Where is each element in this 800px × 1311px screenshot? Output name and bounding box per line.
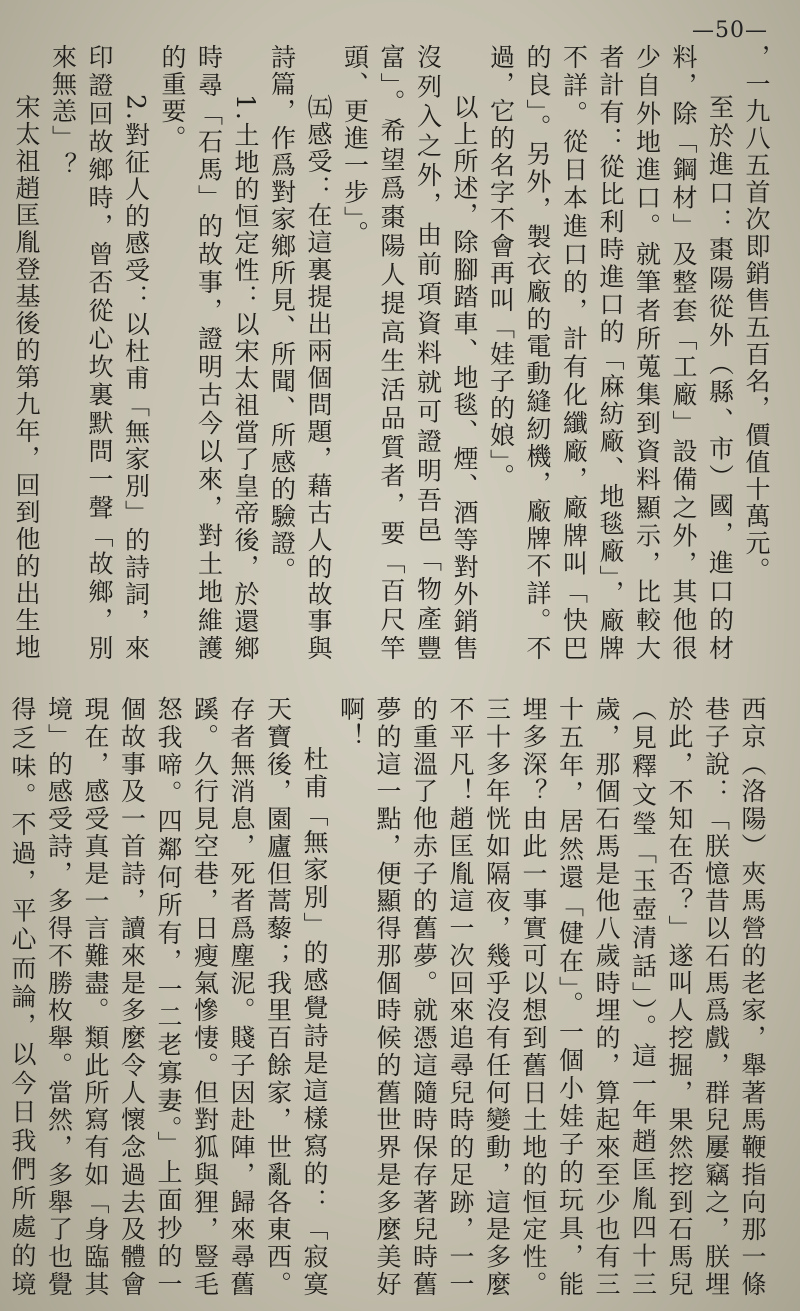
bottom-text-block [8,696,770,1298]
paragraph: 1.土地的恒定性：以宋太祖當了皇帝後，於還鄉時尋「石馬」的故事，證明古今以來，對土地維護的重要。 [158,44,260,662]
paragraph: 2.對征人的感受：以杜甫「無家別」的詩詞，來印證回故鄉時，曾否從心坎裏默問一聲「故鄉，別來無恙」？ [48,44,151,662]
paragraph: 西京（洛陽）夾馬營的老家，舉著馬鞭指向那一條巷子說：「朕憶昔以石馬爲戲，群兒屢竊之，朕埋於此，不知在否？」遂叫人挖掘，果然挖到石馬兒（見釋文瑩「玉壺清話」）。這一年趙匡胤四十三歲，那個石馬是他八歲時埋的，算起來至少也有三十五年，居然還「健在」。一個小娃子的玩具，能埋多深？由此一事實可以想到舊日土地的恒定性。三十多年恍如隔夜，幾乎沒有任何變動，這是多麼不平凡！趙匡胤這一次回來追尋兒時的足跡，一一的重溫了他赤子的舊夢。就憑這隨時保存著兒時舊夢的這一點，便顯得那個時候的舊世界是多麼美好啊！ [336,696,767,1298]
paragraph: 宋太祖趙匡胤登基後的第九年，回到他的出生地 [12,94,41,661]
paragraph: ，一九八五首次即銷售五百名，價值十萬元。 [742,44,771,584]
paragraph: 以上所述，除腳踏車、地毯、煙、酒等對外銷售沒列入之外，由前項資料就可證明吾邑「物產豐富」。希望爲棗陽人提高生活品質者，要「百尺竿頭、更進一步」。 [340,44,479,662]
paragraph: ㈤感受：在這裏提出兩個問題，藉古人的故事與詩篇，作爲對家鄉所見、所聞、所感的驗證。 [267,44,333,662]
paragraph: 至於進口：棗陽從外（縣、市）國，進口的材料，除「鋼材」及整套「工廠」設備之外，其他很少自外地進口。就筆者所蒐集到資料顯示，比較大者計有：從比利時進口的「麻紡廠、地毯廠」，廠牌不詳。從日本進口的，計有化纖廠，廠牌叫「快巴的良」。另外，製衣廠的電動縫紉機，廠牌不詳。不過，它的名字不會再叫「娃子的娘」。 [486,44,735,662]
page-number: —50— [692,18,768,43]
top-text-block [14,44,774,662]
paragraph: 杜甫「無家別」的感覺詩是這樣寫的：「寂寞天寶後，園廬但蒿藜；我里百餘家，世亂各東西。存者無消息，死者爲塵泥。賤子因赴陣，歸來尋舊蹊。久行見空巷，日瘦氣慘悽。但對狐與狸，豎毛怒我啼。四鄰何所有，一二老寡妻。」上面抄的一個故事及一首詩，讀來是多麼令人懷念過去及體會現在，感受真是一言難盡。類此所寫有如「身臨其境」的感受詩，多得不勝枚舉。當然，多舉了也覺得乏味。不過，平心而論，以今日我們所處的境 [8,696,329,1298]
